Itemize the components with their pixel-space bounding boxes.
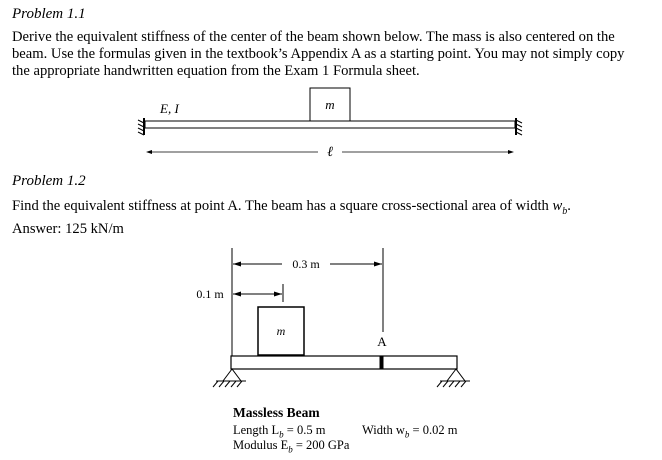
right-pin-support — [437, 369, 470, 387]
answer-text: Answer: 125 kN/m — [12, 221, 124, 237]
cantilever-beam-figure — [0, 240, 662, 390]
mass-label: m — [325, 97, 335, 112]
width-value: = 0.02 m — [409, 423, 458, 437]
width-subscript: b — [404, 429, 410, 440]
problem-1-1-line-1: Derive the equivalent stiffness of the center of the beam shown below. The mass is also centered on the — [12, 29, 615, 45]
dimension-0-1-label: 0.1 m — [196, 287, 224, 301]
left-fixed-support — [138, 118, 144, 135]
length-text: Length L — [233, 423, 280, 437]
problem-1-1-line-3: the appropriate handwritten equation from the Exam 1 Formula sheet. — [12, 63, 420, 79]
fixed-beam-figure — [0, 85, 662, 170]
problem-1-1-line-2: beam. Use the formulas given in the textbook’s Appendix A as a starting point. You may not simply copy — [12, 46, 625, 62]
dimension-0-3-label: 0.3 m — [292, 257, 320, 271]
beam-property-label: E, I — [160, 101, 179, 116]
problem-1-1-heading: Problem 1.1 — [12, 6, 86, 22]
modulus-text: Modulus E — [233, 438, 289, 452]
right-fixed-support — [516, 118, 522, 135]
statement-variable: w — [552, 198, 563, 214]
beam-title: Massless Beam — [233, 405, 320, 420]
beam — [231, 356, 457, 369]
beam-width — [362, 423, 457, 443]
mass-label: m — [276, 324, 286, 338]
dimension-0-1 — [233, 292, 282, 297]
problem-1-2-statement — [12, 198, 571, 220]
statement-suffix: . — [567, 198, 571, 214]
beam — [145, 121, 515, 128]
width-text: Width w — [362, 423, 405, 437]
length-label: ℓ — [327, 145, 333, 160]
modulus-value: = 200 GPa — [292, 438, 350, 452]
statement-text: Find the equivalent stiffness at point A. The beam has a square cross-sectional area of width — [12, 198, 553, 214]
left-pin-support — [213, 369, 246, 387]
point-a-marker — [380, 356, 384, 369]
modulus-subscript: b — [288, 444, 293, 455]
point-a-label: A — [377, 334, 387, 349]
length-subscript: b — [279, 429, 284, 440]
length-value: = 0.5 m — [283, 423, 326, 437]
statement-subscript: b — [562, 205, 568, 217]
problem-1-2-heading: Problem 1.2 — [12, 173, 86, 189]
beam-modulus — [233, 438, 349, 458]
